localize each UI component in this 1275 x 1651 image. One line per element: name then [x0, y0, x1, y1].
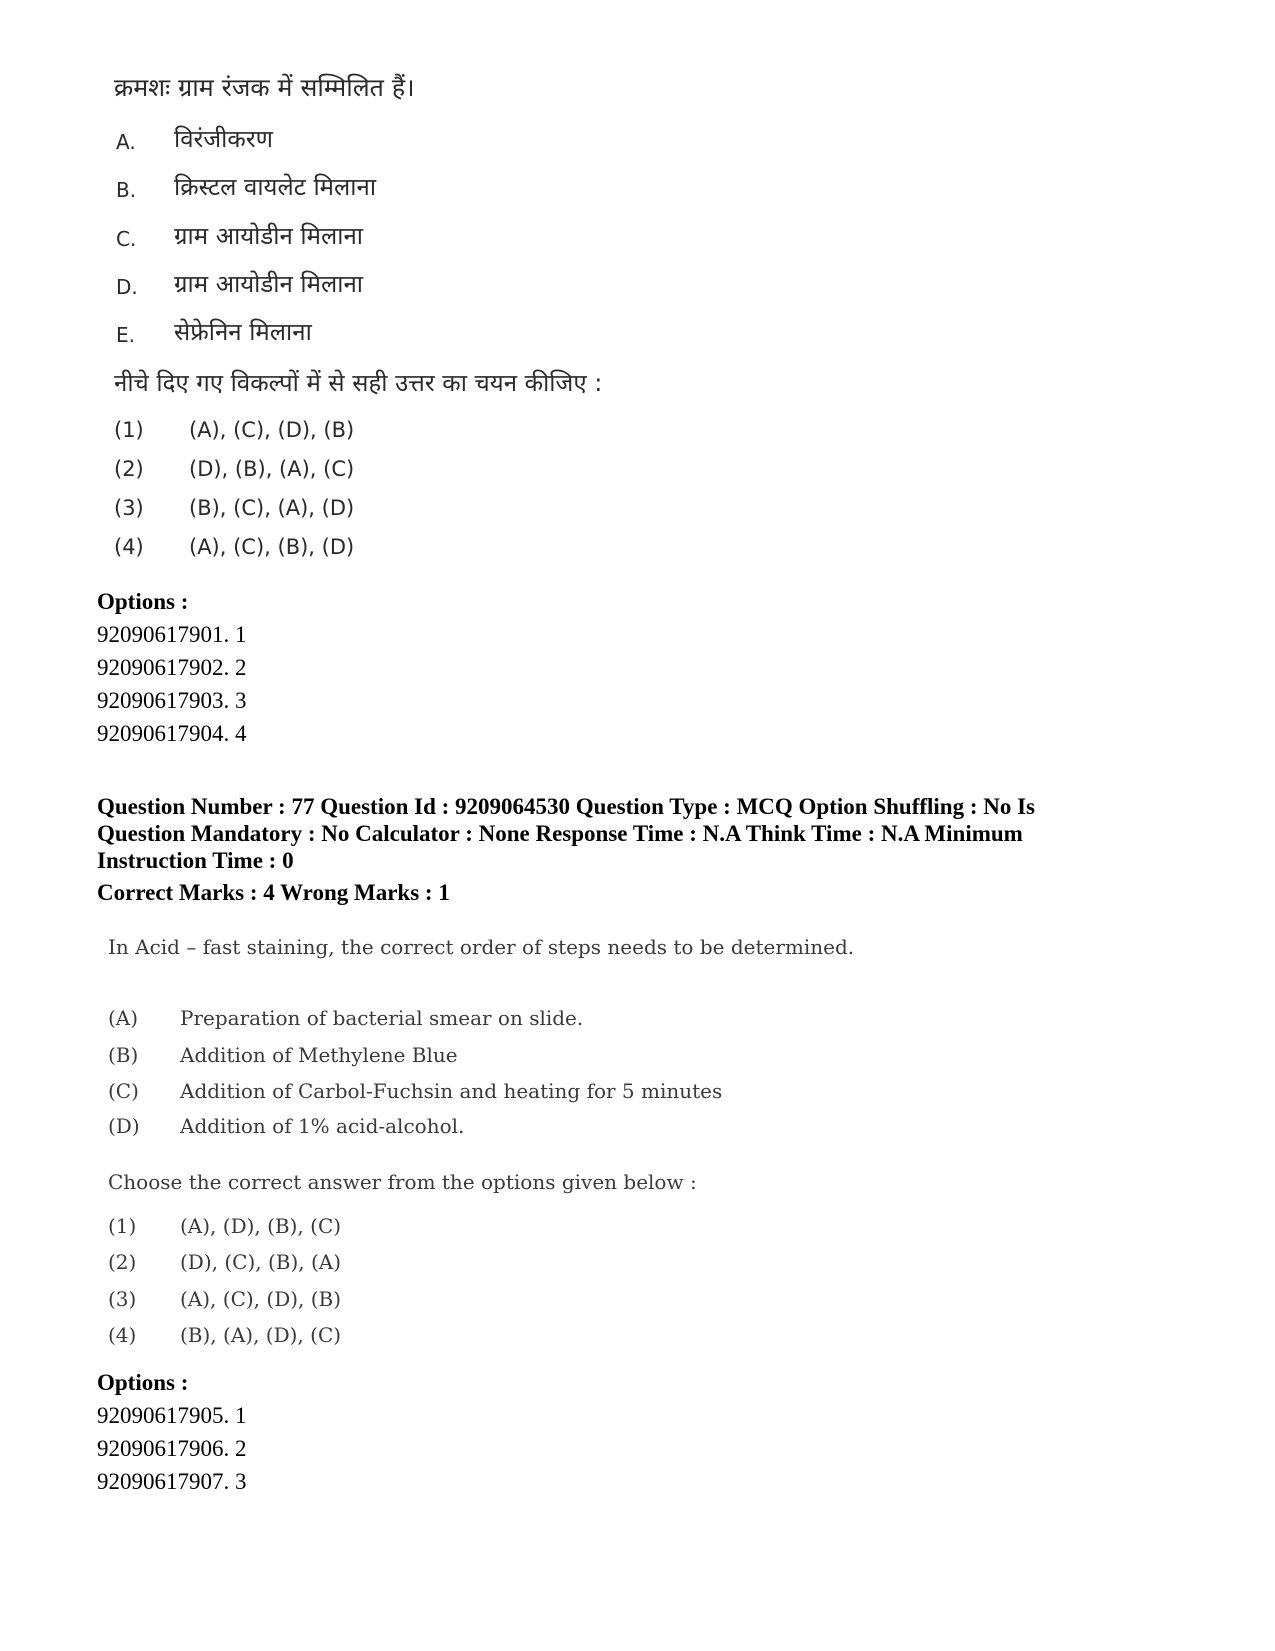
- choice-value: (B), (C), (A), (D): [189, 496, 355, 520]
- list-item: [108, 1079, 808, 1105]
- choice-number: (2): [108, 1250, 137, 1274]
- item-text: Addition of 1% acid-alcohol.: [180, 1114, 465, 1138]
- item-label: E.: [116, 323, 135, 347]
- choice-value: (A), (C), (D), (B): [189, 418, 355, 442]
- choice-value: (A), (C), (D), (B): [180, 1287, 342, 1311]
- list-item: [108, 1114, 808, 1140]
- question-stem: In Acid – fast staining, the correct order of steps needs to be determined.: [108, 935, 855, 959]
- option-line: 92090617907. 3: [97, 1469, 247, 1494]
- option-line: 92090617901. 1: [97, 622, 247, 647]
- choice-value: (B), (A), (D), (C): [180, 1323, 342, 1347]
- item-text: विरंजीकरण: [174, 125, 273, 153]
- list-item: [108, 1006, 808, 1032]
- item-text: ग्राम आयोडीन मिलाना: [174, 270, 363, 298]
- item-label: D.: [116, 275, 138, 299]
- answer-choice: [108, 1323, 508, 1349]
- list-item: [108, 1043, 808, 1069]
- choice-number: (3): [114, 496, 144, 520]
- item-label: (C): [108, 1079, 139, 1103]
- choose-instruction: नीचे दिए गए विकल्पों में से सही उत्तर का चयन कीजिए :: [114, 369, 603, 397]
- choice-number: (4): [108, 1323, 137, 1347]
- item-text: ग्राम आयोडीन मिलाना: [174, 222, 363, 250]
- choice-value: (A), (D), (B), (C): [180, 1214, 342, 1238]
- item-text: Addition of Carbol-Fuchsin and heating for 5 minutes: [180, 1079, 723, 1103]
- item-text: Preparation of bacterial smear on slide.: [180, 1006, 584, 1030]
- item-label: A.: [116, 130, 136, 154]
- choice-number: (2): [114, 457, 144, 481]
- choice-value: (D), (C), (B), (A): [180, 1250, 342, 1274]
- item-label: B.: [116, 178, 137, 202]
- item-label: (A): [108, 1006, 139, 1030]
- answer-choice: [108, 1250, 508, 1276]
- choice-number: (1): [108, 1214, 137, 1238]
- question-header-line: Question Mandatory : No Calculator : None Response Time : N.A Think Time : N.A Minimum: [97, 821, 1023, 846]
- option-line: 92090617904. 4: [97, 721, 247, 746]
- option-line: 92090617903. 3: [97, 688, 247, 713]
- item-text: क्रिस्टल वायलेट मिलाना: [174, 173, 377, 201]
- item-text: Addition of Methylene Blue: [180, 1043, 458, 1067]
- choose-instruction: Choose the correct answer from the options given below :: [108, 1170, 697, 1194]
- item-text: सेफ्रेनिन मिलाना: [174, 318, 312, 346]
- option-line: 92090617905. 1: [97, 1403, 247, 1428]
- item-label: C.: [116, 227, 137, 251]
- choice-number: (4): [114, 535, 144, 559]
- choice-value: (A), (C), (B), (D): [189, 535, 355, 559]
- answer-choice: [108, 1287, 508, 1313]
- marks-line: Correct Marks : 4 Wrong Marks : 1: [97, 880, 450, 905]
- options-heading: Options :: [97, 589, 189, 614]
- choice-number: (1): [114, 418, 144, 442]
- question-stem: क्रमशः ग्राम रंजक में सम्मिलित हैं।: [114, 73, 415, 102]
- item-label: (D): [108, 1114, 140, 1138]
- choice-value: (D), (B), (A), (C): [189, 457, 355, 481]
- item-label: (B): [108, 1043, 139, 1067]
- options-heading: Options :: [97, 1370, 189, 1395]
- question-header-line: Question Number : 77 Question Id : 9209064530 Question Type : MCQ Option Shuffling : No Is: [97, 794, 1036, 819]
- choice-number: (3): [108, 1287, 137, 1311]
- option-line: 92090617906. 2: [97, 1436, 247, 1461]
- answer-choice: [108, 1214, 508, 1240]
- question-header-line: Instruction Time : 0: [97, 848, 294, 873]
- option-line: 92090617902. 2: [97, 655, 247, 680]
